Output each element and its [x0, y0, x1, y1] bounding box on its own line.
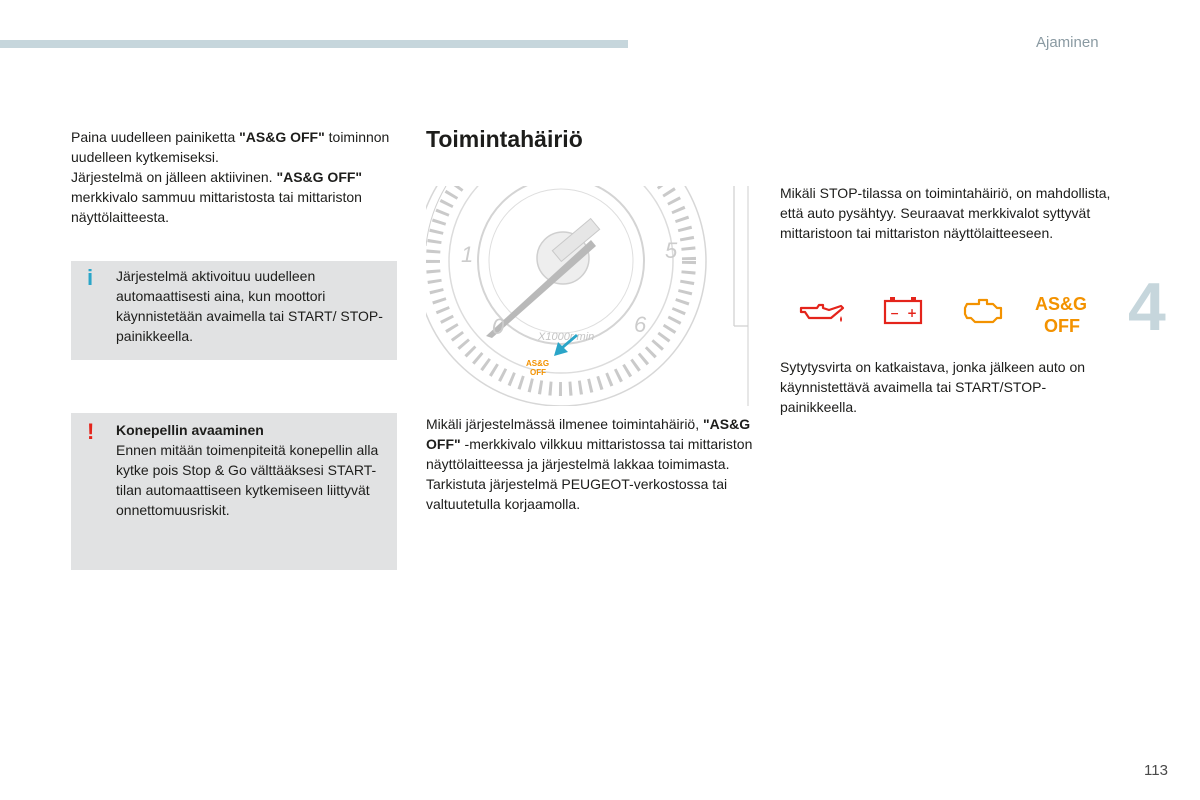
- tachometer-illustration: [426, 186, 751, 406]
- info-icon: i: [87, 265, 94, 290]
- page-number: 113: [1144, 762, 1168, 779]
- engine-icon: [965, 300, 1001, 322]
- info-box: [71, 261, 397, 360]
- warning-lamps-row: [795, 290, 1105, 340]
- page-heading: Toimintahäiriö: [426, 126, 583, 152]
- svg-text:−: −: [890, 307, 900, 320]
- battery-icon: [885, 297, 921, 323]
- asg-off-line2: OFF: [1044, 316, 1080, 336]
- warning-icon: !: [87, 419, 95, 444]
- middle-body-text: Mikäli järjestelmässä ilmenee toimintahäiriö, "AS&G OFF" -merkkivalo vilkkuu mittaristossa tai mittariston näyttölaitteessa ja järjestelmä lakkaa toimimasta. Tarkistuta järjestelmä PEUGEOT-verkostossa tai valtuutetulla korjaamolla.: [426, 416, 753, 512]
- oil-pressure-icon: [801, 305, 843, 322]
- chapter-number: 4: [1128, 269, 1166, 345]
- warning-box: [71, 413, 397, 570]
- gauge-number-6: 6: [634, 312, 647, 337]
- svg-text:+: +: [907, 306, 918, 320]
- info-box-text: Järjestelmä aktivoituu uudelleen automaattisesti aina, kun moottori käynnistetään avaimella tai START/ STOP-painikkeella.: [116, 268, 383, 344]
- left-intro-text: Paina uudelleen painiketta "AS&G OFF" toiminnon uudelleen kytkemiseksi. Järjestelmä on jälleen aktiivinen. "AS&G OFF" merkkivalo sammuu mittaristosta tai mittariston näyttölaitteesta.: [71, 129, 390, 225]
- gauge-unit-label: X1000r min: [538, 331, 595, 343]
- gauge-number-5: 5: [665, 238, 678, 263]
- asg-off-line1: AS&G: [1035, 294, 1088, 314]
- gauge-asg-line2: OFF: [530, 368, 546, 377]
- header-accent-bar: [0, 40, 628, 48]
- gauge-number-0: 0: [492, 314, 505, 339]
- warning-title: Konepellin avaaminen: [116, 422, 264, 438]
- right-body-text: Sytytysvirta on katkaistava, jonka jälkeen auto on käynnistettävä avaimella tai START/STOP-painikkeella.: [780, 359, 1086, 415]
- right-intro-text: Mikäli STOP-tilassa on toimintahäiriö, on mahdollista, että auto pysähtyy. Seuraavat merkkivalot syttyvät mittaristoon tai mittariston näyttölaitteeseen.: [780, 185, 1111, 241]
- warning-text: Ennen mitään toimenpiteitä konepellin alla kytke pois Stop & Go välttääksesi START-tilan automaattiseen kytkemiseen liittyvät onnettomuusriskit.: [116, 442, 379, 518]
- section-title: Ajaminen: [1036, 34, 1099, 51]
- gauge-asg-line1: AS&G: [526, 359, 550, 368]
- gauge-number-1: 1: [461, 242, 474, 267]
- warning-box-content: [116, 420, 391, 520]
